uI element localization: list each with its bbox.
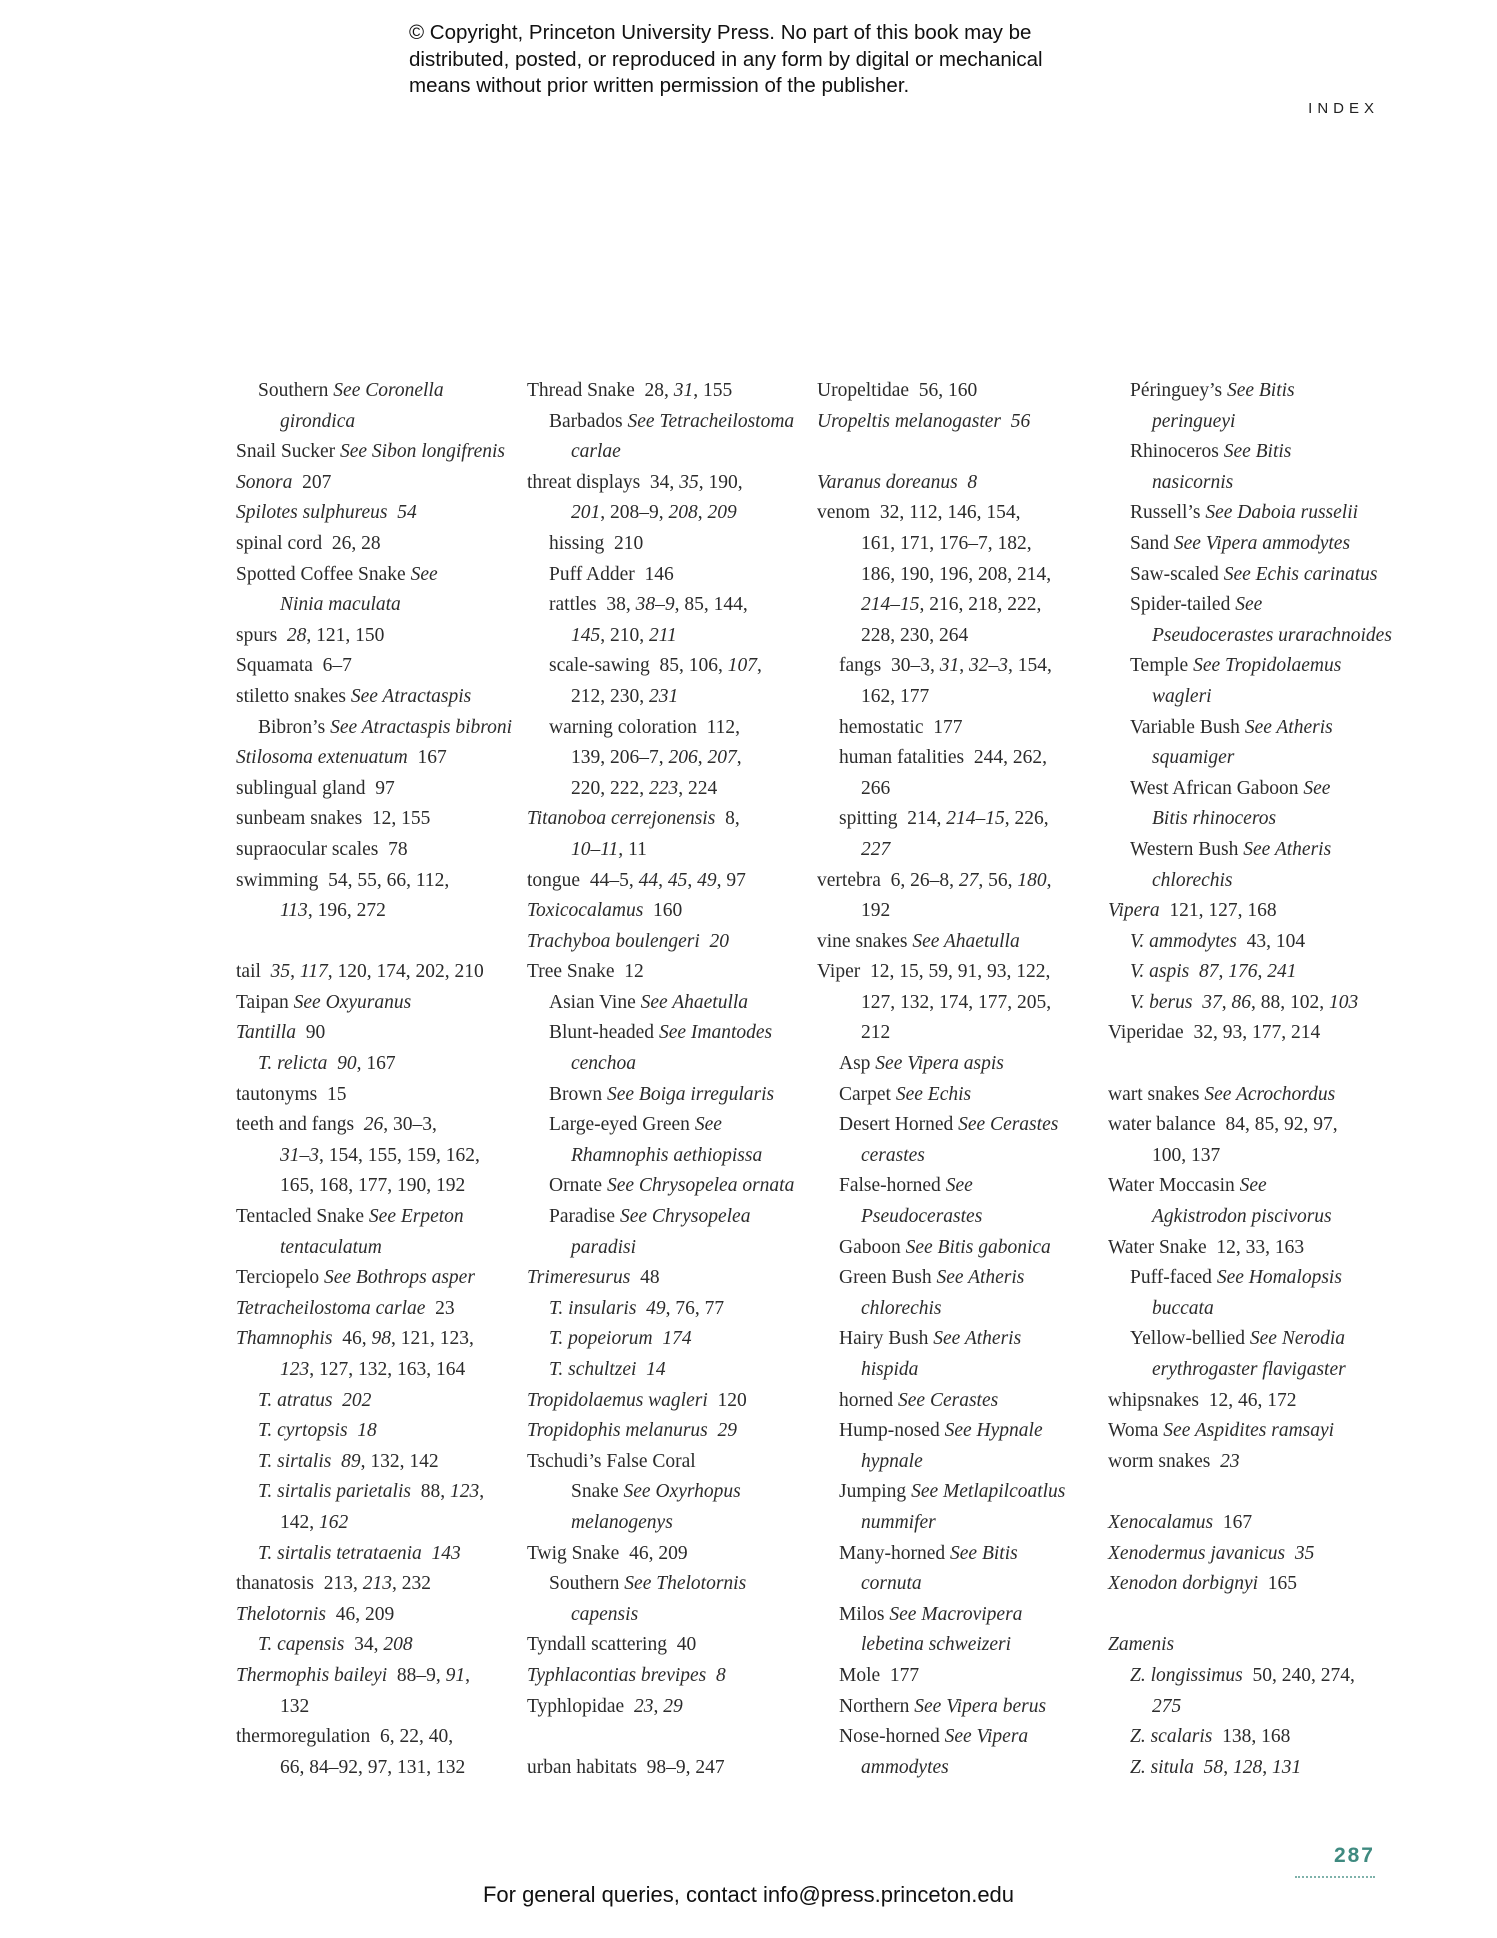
footer-contact: For general queries, contact info@press.princeton.edu: [482, 1882, 1015, 1907]
index-entry: 142, 162: [280, 1511, 349, 1533]
index-entry: Twig Snake 46, 209: [527, 1542, 688, 1564]
index-entry: whipsnakes 12, 46, 172: [1108, 1389, 1297, 1411]
letter-group-gap: [236, 927, 516, 958]
index-entry: T. insularis 49, 76, 77: [549, 1297, 725, 1319]
index-entry: 10–11, 11: [571, 838, 647, 860]
index-entry: Snake See Oxyrhopus: [571, 1481, 741, 1503]
index-entry: cerastes: [861, 1144, 925, 1166]
index-entry: wart snakes See Acrochordus: [1108, 1083, 1336, 1105]
index-entry: tautonyms 15: [236, 1083, 347, 1105]
index-entry: Barbados See Tetracheilostoma: [549, 410, 795, 432]
index-entry: Uropeltidae 56, 160: [817, 380, 978, 401]
index-entry: Hairy Bush See Atheris: [839, 1328, 1022, 1350]
index-entry: Spilotes sulphureus 54: [236, 502, 417, 524]
index-entry: Sand See Vipera ammodytes: [1130, 532, 1351, 554]
index-entry: T. sirtalis 89, 132, 142: [258, 1450, 439, 1472]
index-entry: Desert Horned See Cerastes: [839, 1114, 1059, 1136]
index-entry: paradisi: [571, 1236, 637, 1258]
index-entry: Hump-nosed See Hypnale: [839, 1420, 1043, 1442]
running-head: INDEX: [1308, 100, 1379, 117]
letter-group-gap: [527, 1722, 817, 1753]
index-entry: Stilosoma extenuatum 167: [236, 747, 447, 769]
index-entry: tongue 44–5, 44, 45, 49, 97: [527, 869, 746, 891]
index-entry: Taipan See Oxyuranus: [236, 991, 412, 1013]
index-column-1: [236, 376, 516, 1783]
index-entry: Z. longissimus 50, 240, 274,: [1130, 1664, 1355, 1686]
index-entry: Tetracheilostoma carlae 23: [236, 1297, 455, 1319]
page-number-dot-leader: [1295, 1876, 1375, 1880]
index-entry: thermoregulation 6, 22, 40,: [236, 1726, 454, 1748]
index-entry: T. sirtalis tetrataenia 143: [258, 1542, 461, 1564]
index-entry: Agkistrodon piscivorus: [1152, 1206, 1332, 1228]
index-entry: hemostatic 177: [839, 716, 963, 738]
index-entry: 266: [861, 777, 891, 799]
index-entry: 212: [861, 1022, 891, 1044]
index-entry: Xenodermus javanicus 35: [1108, 1542, 1315, 1564]
index-entry: 212, 230, 231: [571, 685, 679, 707]
index-entry: 228, 230, 264: [861, 624, 969, 646]
index-entry: Terciopelo See Bothrops asper: [236, 1267, 475, 1289]
index-entry: Typhlopidae 23, 29: [527, 1695, 683, 1717]
index-entry: Blunt-headed See Imantodes: [549, 1022, 773, 1044]
index-entry: Sonora 207: [236, 471, 332, 493]
index-entry: squamiger: [1152, 747, 1235, 769]
index-entry: T. cyrtopsis 18: [258, 1420, 377, 1442]
index-entry: 31–3, 154, 155, 159, 162,: [280, 1144, 480, 1166]
index-entry: Ninia maculata: [280, 594, 401, 616]
index-entry: Péringuey’s See Bitis: [1130, 380, 1295, 401]
index-entry: V. ammodytes 43, 104: [1130, 930, 1306, 952]
index-entry: Water Snake 12, 33, 163: [1108, 1236, 1305, 1258]
index-entry: warning coloration 112,: [549, 716, 740, 738]
index-entry: tentaculatum: [280, 1236, 382, 1258]
copyright-line: distributed, posted, or reproduced in any form by digital or mechanical: [409, 47, 1043, 71]
index-entry: hissing 210: [549, 532, 644, 554]
index-entry: Western Bush See Atheris: [1130, 838, 1332, 860]
index-entry: Puff-faced See Homalopsis: [1130, 1267, 1342, 1289]
index-entry: chlorechis: [1152, 869, 1233, 891]
index-entry: Mole 177: [839, 1664, 920, 1686]
index-entry: 66, 84–92, 97, 131, 132: [280, 1756, 466, 1778]
index-entry: cenchoa: [571, 1053, 636, 1075]
index-entry: rattles 38, 38–9, 85, 144,: [549, 594, 748, 616]
index-entry: peringueyi: [1152, 410, 1236, 432]
index-entry: stiletto snakes See Atractaspis: [236, 685, 472, 707]
index-entry: Z. situla 58, 128, 131: [1130, 1756, 1302, 1778]
index-entry: Tree Snake 12: [527, 961, 644, 983]
index-entry: carlae: [571, 441, 621, 463]
index-entry: False-horned See: [839, 1175, 973, 1197]
index-entry: threat displays 34, 35, 190,: [527, 471, 743, 493]
index-entry: Bibron’s See Atractaspis bibroni: [258, 716, 513, 738]
index-entry: ammodytes: [861, 1756, 949, 1778]
index-entry: Asp See Vipera aspis: [839, 1053, 1004, 1075]
index-entry: T. schultzei 14: [549, 1359, 666, 1380]
index-entry: urban habitats 98–9, 247: [527, 1756, 725, 1778]
letter-group-gap: [817, 437, 1107, 468]
index-entry: Zamenis: [1108, 1634, 1175, 1656]
index-entry: tail 35, 117, 120, 174, 202, 210: [236, 961, 484, 983]
index-entry: Yellow-bellied See Nerodia: [1130, 1328, 1346, 1350]
index-entry: Paradise See Chrysopelea: [549, 1206, 751, 1228]
index-entry: T. capensis 34, 208: [258, 1634, 413, 1656]
index-entry: Trimeresurus 48: [527, 1267, 660, 1289]
index-entry: Water Moccasin See: [1108, 1175, 1267, 1197]
index-entry: 145, 210, 211: [571, 624, 677, 646]
letter-group-gap: [1108, 1600, 1398, 1631]
index-entry: Pseudocerastes urarachnoides: [1152, 624, 1392, 646]
index-entry: supraocular scales 78: [236, 838, 408, 860]
index-entry: Jumping See Metlapilcoatlus: [839, 1481, 1066, 1503]
index-entry: T. sirtalis parietalis 88, 123,: [258, 1481, 485, 1503]
copyright-line: © Copyright, Princeton University Press. No part of this book may be: [409, 21, 1032, 44]
index-entry: Pseudocerastes: [861, 1206, 983, 1228]
index-entry: Tschudi’s False Coral: [527, 1450, 696, 1472]
index-entry: 132: [280, 1695, 310, 1717]
index-entry: spitting 214, 214–15, 226,: [839, 808, 1049, 830]
index-entry: fangs 30–3, 31, 32–3, 154,: [839, 655, 1052, 677]
index-entry: sublingual gland 97: [236, 777, 395, 799]
index-entry: 113, 196, 272: [280, 900, 386, 922]
index-entry: Uropeltis melanogaster 56: [817, 410, 1031, 432]
index-entry: Xenodon dorbignyi 165: [1108, 1573, 1298, 1595]
index-entry: Spotted Coffee Snake See: [236, 563, 438, 585]
index-entry: Milos See Macrovipera: [839, 1603, 1023, 1625]
index-entry: hypnale: [861, 1450, 923, 1472]
index-entry: Brown See Boiga irregularis: [549, 1083, 775, 1105]
index-entry: Temple See Tropidolaemus: [1130, 655, 1342, 677]
index-entry: nummifer: [861, 1511, 936, 1533]
index-entry: Xenocalamus 167: [1108, 1511, 1253, 1533]
index-entry: teeth and fangs 26, 30–3,: [236, 1114, 437, 1136]
index-entry: 123, 127, 132, 163, 164: [280, 1359, 466, 1380]
index-column-3: [817, 376, 1107, 1783]
index-entry: buccata: [1152, 1297, 1214, 1319]
index-entry: Nose-horned See Vipera: [839, 1726, 1029, 1748]
index-entry: Variable Bush See Atheris: [1130, 716, 1333, 738]
index-entry: Puff Adder 146: [549, 563, 674, 585]
index-entry: hispida: [861, 1359, 919, 1380]
index-entry: Saw-scaled See Echis carinatus: [1130, 563, 1378, 585]
index-entry: 165, 168, 177, 190, 192: [280, 1175, 466, 1197]
index-entry: swimming 54, 55, 66, 112,: [236, 869, 450, 891]
index-entry: Northern See Vipera berus: [839, 1695, 1047, 1717]
index-entry: spurs 28, 121, 150: [236, 624, 385, 646]
index-entry: Tropidolaemus wagleri 120: [527, 1389, 747, 1411]
letter-group-gap: [1108, 1477, 1398, 1508]
letter-group-gap: [1108, 1049, 1398, 1080]
index-entry: Titanoboa cerrejonensis 8,: [527, 808, 740, 830]
index-entry: human fatalities 244, 262,: [839, 747, 1047, 769]
index-entry: Varanus doreanus 8: [817, 471, 978, 493]
index-entry: Viperidae 32, 93, 177, 214: [1108, 1022, 1321, 1044]
index-entry: Thelotornis 46, 209: [236, 1603, 395, 1625]
index-entry: melanogenys: [571, 1511, 673, 1533]
index-entry: 192: [861, 900, 891, 922]
index-entry: T. relicta 90, 167: [258, 1053, 396, 1075]
index-entry: 127, 132, 174, 177, 205,: [861, 991, 1052, 1013]
index-entry: 139, 206–7, 206, 207,: [571, 747, 742, 769]
index-entry: Vipera 121, 127, 168: [1108, 900, 1277, 922]
index-entry: 161, 171, 176–7, 182,: [861, 532, 1032, 554]
index-entry: Gaboon See Bitis gabonica: [839, 1236, 1051, 1258]
index-entry: Tentacled Snake See Erpeton: [236, 1206, 464, 1228]
index-entry: Rhamnophis aethiopissa: [571, 1144, 763, 1166]
index-entry: Asian Vine See Ahaetulla: [549, 991, 749, 1013]
index-entry: Toxicocalamus 160: [527, 900, 683, 922]
index-entry: capensis: [571, 1603, 639, 1625]
index-entry: Trachyboa boulengeri 20: [527, 930, 730, 952]
index-entry: Large-eyed Green See: [549, 1114, 722, 1136]
index-entry: Spider-tailed See: [1130, 594, 1263, 616]
index-entry: Squamata 6–7: [236, 655, 352, 677]
index-entry: Woma See Aspidites ramsayi: [1108, 1420, 1335, 1442]
index-entry: 100, 137: [1152, 1144, 1221, 1166]
index-entry: 227: [861, 838, 891, 860]
index-entry: West African Gaboon See: [1130, 777, 1331, 799]
index-entry: Tropidophis melanurus 29: [527, 1420, 738, 1442]
copyright-line: means without prior written permission of the publisher.: [409, 74, 910, 97]
index-entry: worm snakes 23: [1108, 1450, 1240, 1472]
index-entry: wagleri: [1152, 685, 1212, 707]
index-entry: cornuta: [861, 1573, 922, 1595]
index-entry: 186, 190, 196, 208, 214,: [861, 563, 1052, 585]
index-entry: 275: [1152, 1695, 1182, 1717]
index-entry: nasicornis: [1152, 471, 1234, 493]
index-entry: thanatosis 213, 213, 232: [236, 1573, 431, 1595]
index-entry: spinal cord 26, 28: [236, 532, 381, 554]
index-entry: girondica: [280, 410, 356, 432]
index-entry: sunbeam snakes 12, 155: [236, 808, 431, 830]
index-entry: 162, 177: [861, 685, 930, 707]
index-column-4: [1108, 376, 1398, 1783]
index-entry: Viper 12, 15, 59, 91, 93, 122,: [817, 961, 1051, 983]
index-entry: chlorechis: [861, 1297, 942, 1319]
copyright-notice: [409, 20, 1109, 100]
index-entry: T. popeiorum 174: [549, 1328, 692, 1350]
index-entry: Thermophis baileyi 88–9, 91,: [236, 1664, 470, 1686]
index-entry: horned See Cerastes: [839, 1389, 999, 1411]
index-entry: Snail Sucker See Sibon longifrenis: [236, 441, 505, 463]
index-entry: 201, 208–9, 208, 209: [571, 502, 737, 524]
index-entry: Tyndall scattering 40: [527, 1634, 697, 1656]
index-entry: Bitis rhinoceros: [1152, 808, 1277, 830]
index-entry: 214–15, 216, 218, 222,: [861, 594, 1042, 616]
index-entry: Rhinoceros See Bitis: [1130, 441, 1292, 463]
page-number: 287: [1333, 1844, 1375, 1867]
index-entry: Ornate See Chrysopelea ornata: [549, 1175, 795, 1197]
index-entry: 220, 222, 223, 224: [571, 777, 718, 799]
index-entry: Tantilla 90: [236, 1022, 326, 1044]
index-entry: Carpet See Echis: [839, 1083, 972, 1105]
index-entry: Z. scalaris 138, 168: [1130, 1726, 1291, 1748]
index-entry: Southern See Coronella: [258, 380, 444, 401]
index-entry: vertebra 6, 26–8, 27, 56, 180,: [817, 869, 1052, 891]
index-entry: Many-horned See Bitis: [839, 1542, 1018, 1564]
index-entry: venom 32, 112, 146, 154,: [817, 502, 1021, 524]
index-entry: vine snakes See Ahaetulla: [817, 930, 1020, 952]
index-entry: T. atratus 202: [258, 1389, 372, 1411]
index-entry: Thamnophis 46, 98, 121, 123,: [236, 1328, 474, 1350]
index-entry: Typhlacontias brevipes 8: [527, 1664, 726, 1686]
index-entry: Thread Snake 28, 31, 155: [527, 380, 733, 401]
index-column-2: [527, 376, 817, 1783]
index-entry: Southern See Thelotornis: [549, 1573, 747, 1595]
index-entry: water balance 84, 85, 92, 97,: [1108, 1114, 1338, 1136]
index-entry: V. berus 37, 86, 88, 102, 103: [1130, 991, 1359, 1013]
index-entry: Russell’s See Daboia russelii: [1130, 502, 1359, 524]
index-entry: lebetina schweizeri: [861, 1634, 1012, 1656]
index-entry: V. aspis 87, 176, 241: [1130, 961, 1297, 983]
index-entry: scale-sawing 85, 106, 107,: [549, 655, 762, 677]
index-entry: erythrogaster flavigaster: [1152, 1359, 1346, 1380]
index-entry: Green Bush See Atheris: [839, 1267, 1025, 1289]
